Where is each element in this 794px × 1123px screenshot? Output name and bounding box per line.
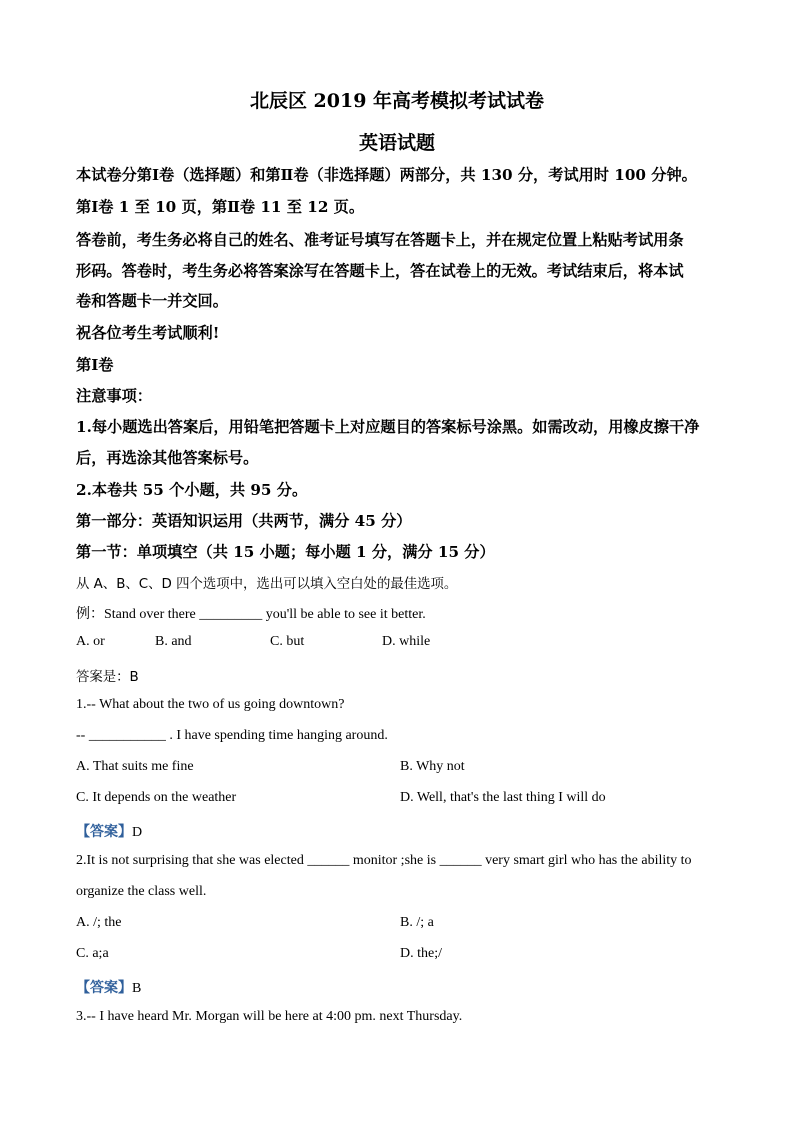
q2-option-d: D. the;/ <box>400 946 442 961</box>
q1-option-a: A. That suits me fine <box>76 759 194 774</box>
example-answer: 答案是：B <box>76 670 139 685</box>
q2-option-c: C. a;a <box>76 946 109 961</box>
intro-line-3: 答卷前，考生务必将自己的姓名、准考证号填写在答题卡上，并在规定位置上粘贴考试用条 <box>76 231 684 249</box>
subsection-title: 第一节：单项填空（共 15 小题；每小题 1 分，满分 15 分） <box>76 543 495 561</box>
answer-tag: 【答案】 <box>76 980 132 996</box>
q1-option-b: B. Why not <box>400 759 465 774</box>
q2-option-a: A. /; the <box>76 915 122 930</box>
part1-label: 第Ⅰ卷 <box>76 356 114 374</box>
intro-line-5: 卷和答题卡一并交回。 <box>76 292 228 310</box>
q3-stem-1: 3.-- I have heard Mr. Morgan will be here at 4:00 pm. next Thursday. <box>76 1009 463 1024</box>
example-option-b: B. and <box>155 634 192 649</box>
section-title: 第一部分：英语知识运用（共两节，满分 45 分） <box>76 512 412 530</box>
q2-option-b: B. /; a <box>400 915 434 930</box>
q2-stem-1: 2.It is not surprising that she was elected ______ monitor ;she is ______ very smart girl who has the ability to <box>76 853 692 868</box>
q1-option-d: D. Well, that's the last thing I will do <box>400 790 606 805</box>
example-option-a: A. or <box>76 634 105 649</box>
q1-answer <box>76 821 142 841</box>
example-option-d: D. while <box>382 634 431 649</box>
notice-2: 2.本卷共 55 个小题，共 95 分。 <box>76 481 308 499</box>
q1-option-c: C. It depends on the weather <box>76 790 237 805</box>
q2-answer <box>76 977 141 997</box>
answer-tag: 【答案】 <box>76 824 132 840</box>
page-title: 北辰区 2019 年高考模拟考试试卷 <box>249 90 545 112</box>
intro-line-6: 祝各位考生考试顺利! <box>76 324 220 342</box>
notice-title: 注意事项： <box>76 387 152 405</box>
instruction: 从 A、B、C、D 四个选项中，选出可以填入空白处的最佳选项。 <box>76 577 458 592</box>
notice-1a: 1.每小题选出答案后，用铅笔把答题卡上对应题目的答案标号涂黑。如需改动，用橡皮擦干净 <box>76 418 700 436</box>
answer-value: D <box>132 825 143 840</box>
page-subtitle: 英语试题 <box>358 132 435 154</box>
example-option-c: C. but <box>270 634 305 649</box>
q1-stem-2: -- ___________ . I have spending time hanging around. <box>76 728 388 743</box>
intro-line-1: 本试卷分第Ⅰ卷（选择题）和第Ⅱ卷（非选择题）两部分，共 130 分，考试用时 100 分钟。 <box>76 166 697 184</box>
answer-value: B <box>132 981 142 996</box>
notice-1b: 后，再选涂其他答案标号。 <box>76 449 259 467</box>
q2-stem-2: organize the class well. <box>76 884 207 899</box>
intro-line-2: 第Ⅰ卷 1 至 10 页，第Ⅱ卷 11 至 12 页。 <box>76 198 365 216</box>
intro-line-4: 形码。答卷时，考生务必将答案涂写在答题卡上，答在试卷上的无效。考试结束后，将本试 <box>76 262 684 280</box>
q1-stem-1: 1.-- What about the two of us going downtown? <box>76 697 345 712</box>
example-stem: 例：Stand over there _________ you'll be able to see it better. <box>76 607 426 622</box>
